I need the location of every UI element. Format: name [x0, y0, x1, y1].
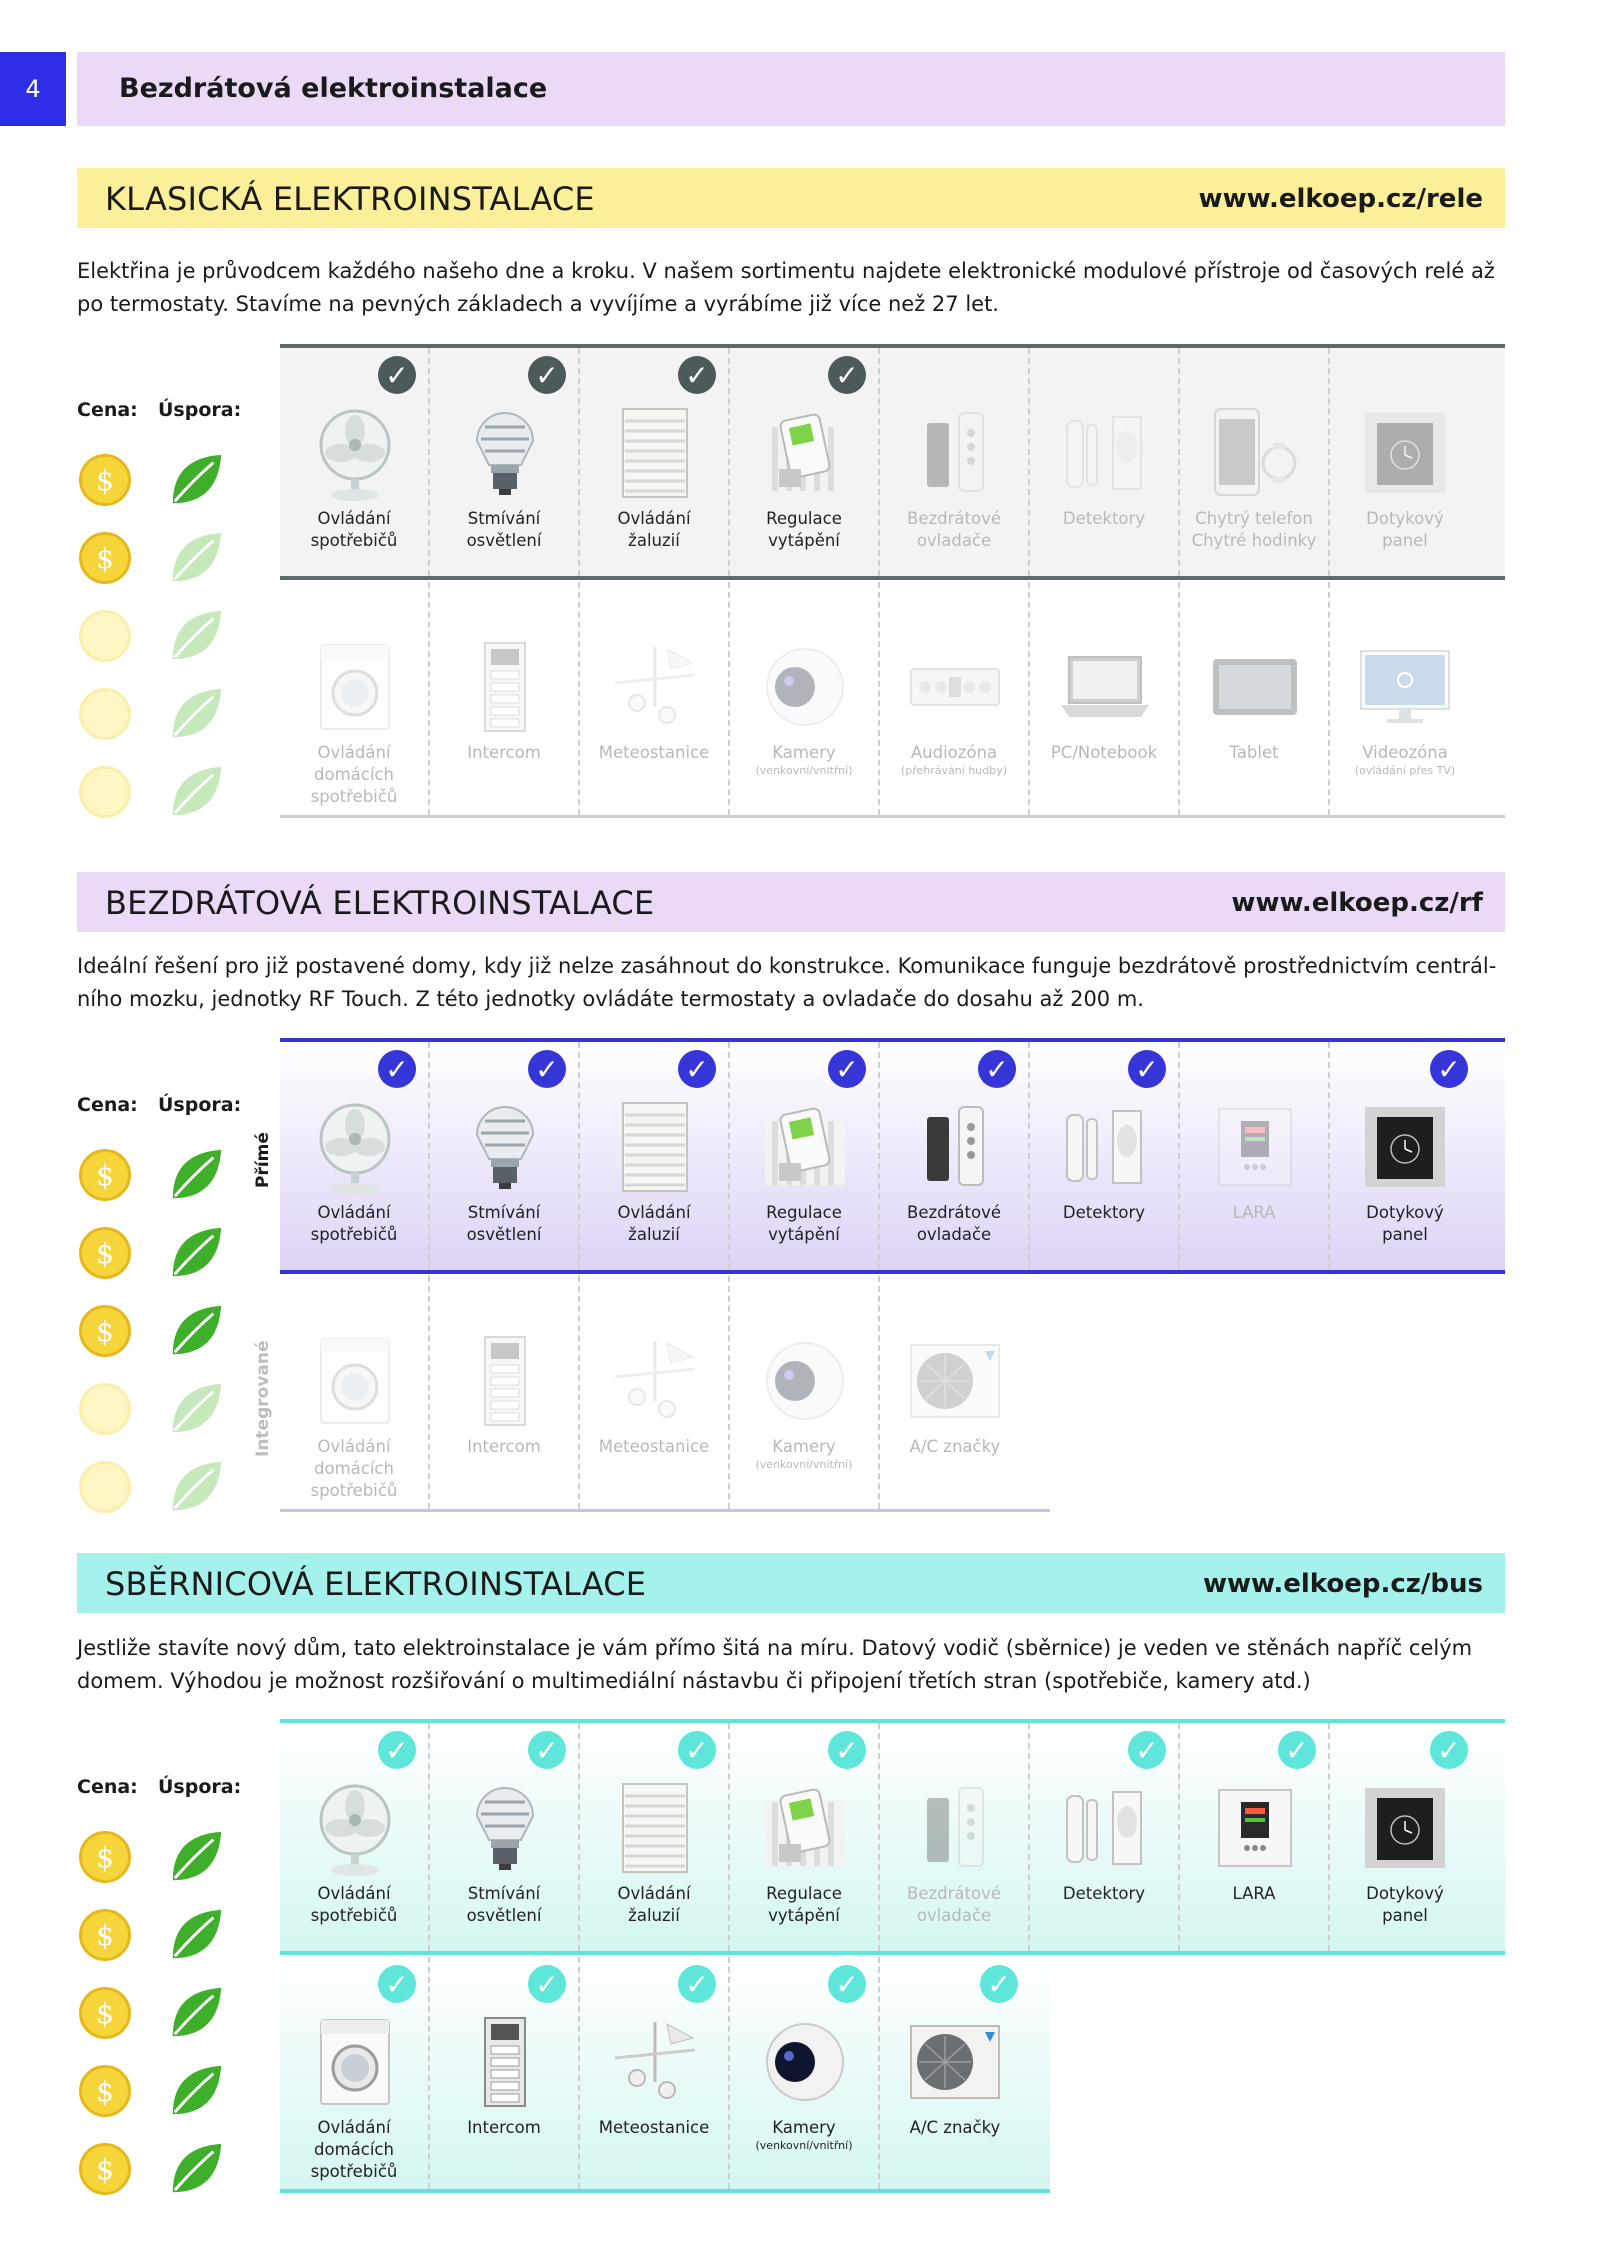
- check-icon: ✓: [678, 1731, 716, 1769]
- feature-label: [730, 1883, 878, 1927]
- leaf-icon: [167, 2140, 225, 2198]
- coin-icon: $: [79, 2065, 131, 2117]
- feature-bulb: [430, 1723, 580, 1951]
- touch-panel-icon: [1355, 403, 1455, 503]
- feature-label: [730, 2117, 878, 2153]
- feature-label: [430, 2117, 578, 2139]
- leaf-icon: [167, 1380, 225, 1438]
- feature-label: [1030, 508, 1178, 530]
- feature-label: [580, 1883, 728, 1927]
- thermostat-icon: [755, 1097, 855, 1197]
- feature-tv: [1330, 582, 1480, 815]
- feature-label: [730, 742, 878, 778]
- detector-icon: [1055, 1097, 1155, 1197]
- smartphone-icon: [1205, 403, 1305, 503]
- camera-icon: [755, 2012, 855, 2112]
- feature-label: [1180, 742, 1328, 764]
- feature-label: [580, 742, 728, 764]
- feature-label: [1330, 742, 1480, 778]
- feature-label: [1030, 1883, 1178, 1905]
- remote-icon: [905, 1778, 1005, 1878]
- section-url[interactable]: www.elkoep.cz/rele: [1198, 184, 1483, 214]
- feature-label: [880, 508, 1028, 552]
- feature-label-line1: Intercom: [467, 743, 541, 762]
- section-klasicka-band: [77, 168, 1505, 228]
- feature-label-line1: Bezdrátové: [907, 509, 1001, 528]
- feature-fan: [280, 348, 430, 576]
- leaf-icon: [167, 451, 225, 509]
- feature-fan: [280, 1042, 430, 1270]
- check-icon: ✓: [378, 1731, 416, 1769]
- weather-station-icon: [605, 1331, 705, 1431]
- remote-icon: [905, 403, 1005, 503]
- feature-weather-station: [580, 582, 730, 815]
- section-title: SBĚRNICOVÁ ELEKTROINSTALACE: [105, 1565, 647, 1603]
- feature-panel-row2: [280, 1957, 1050, 2193]
- feature-label-line2: panel: [1382, 1225, 1428, 1244]
- feature-label-line1: Bezdrátové: [907, 1203, 1001, 1222]
- cena-label: Cena:: [77, 1776, 138, 1798]
- feature-blinds: [580, 1042, 730, 1270]
- coin-icon: [79, 1383, 131, 1435]
- check-icon: ✓: [528, 1731, 566, 1769]
- feature-intercom: [430, 1276, 580, 1509]
- feature-label-line2: Chytré hodinky: [1191, 531, 1317, 550]
- feature-label-line2: panel: [1382, 1906, 1428, 1925]
- section-intro: [77, 1632, 1507, 1698]
- feature-bulb: [430, 348, 580, 576]
- coin-icon: [79, 766, 131, 818]
- feature-sublabel: (venkovní/vnitřní): [755, 764, 853, 777]
- intercom-icon: [455, 1331, 555, 1431]
- feature-label-line2: žaluzií: [628, 1906, 680, 1925]
- camera-icon: [755, 637, 855, 737]
- uspora-label: Úspora:: [158, 1094, 242, 1116]
- feature-detector: [1030, 1723, 1180, 1951]
- feature-label-line1: Audiozóna: [910, 743, 998, 762]
- feature-label: [1330, 508, 1480, 552]
- check-icon: ✓: [980, 1965, 1018, 2003]
- feature-label-line1: Ovládání domácích: [314, 743, 394, 784]
- blinds-icon: [605, 403, 705, 503]
- feature-label-line1: Tablet: [1229, 743, 1279, 762]
- uspora-label: Úspora:: [158, 1776, 242, 1798]
- intro-line: domem. Výhodou je možnost rozšiřování o multimediální nástavbu či připojení třetích stran (spotřebiče, kamery atd.): [77, 1669, 1311, 1693]
- detector-icon: [1055, 403, 1155, 503]
- feature-label: [280, 2117, 428, 2183]
- feature-label-line1: Chytrý telefon: [1195, 509, 1313, 528]
- coin-icon: $: [79, 1305, 131, 1357]
- coin-icon: $: [79, 532, 131, 584]
- feature-label: [730, 1202, 878, 1246]
- feature-label-line1: Dotykový: [1366, 1884, 1444, 1903]
- check-icon: ✓: [1128, 1731, 1166, 1769]
- feature-label: [580, 2117, 728, 2139]
- leaf-icon: [167, 1302, 225, 1360]
- feature-touch-panel: [1330, 348, 1480, 576]
- check-icon: ✓: [1128, 1050, 1166, 1088]
- feature-label: [730, 1436, 878, 1472]
- check-icon: ✓: [828, 1050, 866, 1088]
- leaf-icon: [167, 1458, 225, 1516]
- section-intro: [77, 255, 1507, 321]
- feature-label: [280, 1202, 428, 1246]
- feature-label: [1030, 1202, 1178, 1224]
- feature-label: [430, 1883, 578, 1927]
- page-header-title: Bezdrátová elektroinstalace: [119, 73, 548, 104]
- leaf-icon: [167, 685, 225, 743]
- feature-label: [880, 1202, 1028, 1246]
- feature-blinds: [580, 348, 730, 576]
- washing-machine-icon: [305, 2012, 405, 2112]
- coin-icon: $: [79, 1909, 131, 1961]
- feature-label-line1: Stmívání: [467, 1884, 541, 1903]
- feature-label-line2: osvětlení: [466, 1225, 542, 1244]
- check-icon: ✓: [378, 356, 416, 394]
- feature-label: [580, 1202, 728, 1246]
- feature-label: [1330, 1883, 1480, 1927]
- feature-touch-panel: [1330, 1042, 1480, 1270]
- feature-label: [880, 2117, 1030, 2139]
- intro-line: po termostaty. Stavíme na pevných základech a vyvíjíme a vyrábíme již více než 27 let.: [77, 292, 999, 316]
- bulb-icon: [455, 1778, 555, 1878]
- feature-label: [430, 1202, 578, 1246]
- feature-label-line1: Videozóna: [1362, 743, 1448, 762]
- feature-label-line2: vytápění: [768, 1906, 840, 1925]
- check-icon: ✓: [528, 356, 566, 394]
- detector-icon: [1055, 1778, 1155, 1878]
- feature-label-line1: Detektory: [1062, 509, 1146, 528]
- washing-machine-icon: [305, 637, 405, 737]
- feature-camera: [730, 582, 880, 815]
- feature-ac-unit: [880, 1276, 1030, 1509]
- uspora-label: Úspora:: [158, 399, 242, 421]
- leaf-icon: [167, 2062, 225, 2120]
- feature-label-line2: žaluzií: [628, 531, 680, 550]
- check-icon: ✓: [828, 356, 866, 394]
- feature-label-line2: ovladače: [916, 531, 992, 550]
- check-icon: ✓: [1278, 1731, 1316, 1769]
- feature-sublabel: (ovládání přes TV): [1354, 764, 1456, 777]
- feature-label: [880, 1436, 1030, 1458]
- group-label-integrovane: Integrované: [253, 1340, 273, 1457]
- blinds-icon: [605, 1778, 705, 1878]
- coin-icon: $: [79, 1149, 131, 1201]
- thermostat-icon: [755, 403, 855, 503]
- feature-detector: [1030, 1042, 1180, 1270]
- cena-label: Cena:: [77, 1094, 138, 1116]
- intro-line: Jestliže stavíte nový dům, tato elektroinstalace je vám přímo šitá na míru. Datový vodič (sběrnice) je veden ve stěnách napříč celým: [77, 1636, 1473, 1660]
- feature-label: [430, 508, 578, 552]
- check-icon: ✓: [378, 1965, 416, 2003]
- feature-label-line2: spotřebičů: [310, 1225, 398, 1244]
- feature-label-line1: Bezdrátové: [907, 1884, 1001, 1903]
- feature-label-line2: vytápění: [768, 531, 840, 550]
- feature-sublabel: (venkovní/vnitřní): [755, 1458, 853, 1471]
- feature-thermostat: [730, 1042, 880, 1270]
- feature-label-line1: Regulace: [766, 509, 842, 528]
- feature-label-line1: Ovládání domácích: [314, 1437, 394, 1478]
- feature-washing-machine: [280, 1957, 430, 2189]
- coin-icon: [79, 1461, 131, 1513]
- feature-lara: [1180, 1723, 1330, 1951]
- feature-label-line1: Ovládání: [617, 1203, 691, 1222]
- feature-label-line1: Kamery: [772, 1437, 836, 1456]
- section-intro: [77, 950, 1507, 1016]
- feature-washing-machine: [280, 1276, 430, 1509]
- feature-label-line2: osvětlení: [466, 1906, 542, 1925]
- feature-remote: [880, 1723, 1030, 1951]
- feature-label: [280, 1436, 428, 1502]
- coin-icon: $: [79, 1987, 131, 2039]
- feature-label: [580, 508, 728, 552]
- feature-sublabel: (venkovní/vnitřní): [755, 2139, 853, 2152]
- audio-icon: [905, 637, 1005, 737]
- leaf-icon: [167, 1828, 225, 1886]
- intercom-icon: [455, 2012, 555, 2112]
- feature-camera: [730, 1276, 880, 1509]
- feature-label-line2: spotřebičů: [310, 531, 398, 550]
- feature-label: [580, 1436, 728, 1458]
- feature-label-line1: A/C značky: [909, 1437, 1001, 1456]
- check-icon: ✓: [828, 1731, 866, 1769]
- feature-label: [1030, 742, 1178, 764]
- check-icon: ✓: [678, 1050, 716, 1088]
- feature-label-line1: Kamery: [772, 743, 836, 762]
- feature-label-line1: Regulace: [766, 1884, 842, 1903]
- fan-icon: [305, 1778, 405, 1878]
- feature-weather-station: [580, 1957, 730, 2189]
- feature-label-line1: Kamery: [772, 2118, 836, 2137]
- feature-label-line2: ovladače: [916, 1225, 992, 1244]
- feature-label-line1: LARA: [1232, 1884, 1276, 1903]
- feature-label-line1: Meteostanice: [598, 743, 710, 762]
- feature-label-line2: osvětlení: [466, 531, 542, 550]
- feature-label-line1: Intercom: [467, 2118, 541, 2137]
- camera-icon: [755, 1331, 855, 1431]
- feature-label-line2: ovladače: [916, 1906, 992, 1925]
- weather-station-icon: [605, 2012, 705, 2112]
- feature-smartphone: [1180, 348, 1330, 576]
- feature-weather-station: [580, 1276, 730, 1509]
- intro-line: ního mozku, jednotky RF Touch. Z této jednotky ovládáte termostaty a ovladače do dosahu až 200 m.: [77, 987, 1144, 1011]
- feature-thermostat: [730, 348, 880, 576]
- feature-label-line1: Dotykový: [1366, 1203, 1444, 1222]
- cena-label: Cena:: [77, 399, 138, 421]
- tv-icon: [1355, 637, 1455, 737]
- ac-unit-icon: [905, 1331, 1005, 1431]
- leaf-icon: [167, 529, 225, 587]
- tablet-icon: [1205, 637, 1305, 737]
- coin-icon: $: [79, 1227, 131, 1279]
- touch-panel-icon: [1355, 1778, 1455, 1878]
- feature-camera: [730, 1957, 880, 2189]
- feature-label-line1: Dotykový: [1366, 509, 1444, 528]
- feature-label-line2: spotřebičů: [310, 2162, 398, 2181]
- lara-icon: [1205, 1097, 1305, 1197]
- group-label-prime: Přímé: [253, 1132, 273, 1188]
- check-icon: ✓: [1430, 1731, 1468, 1769]
- fan-icon: [305, 403, 405, 503]
- feature-label-line2: spotřebičů: [310, 1481, 398, 1500]
- feature-touch-panel: [1330, 1723, 1480, 1951]
- feature-ac-unit: [880, 1957, 1030, 2189]
- feature-panel-row2: [280, 582, 1505, 818]
- leaf-icon: [167, 1224, 225, 1282]
- feature-intercom: [430, 582, 580, 815]
- feature-label-line1: Meteostanice: [598, 2118, 710, 2137]
- feature-label-line1: Intercom: [467, 1437, 541, 1456]
- feature-label-line1: Detektory: [1062, 1203, 1146, 1222]
- section-url[interactable]: www.elkoep.cz/rf: [1231, 888, 1483, 918]
- section-title: BEZDRÁTOVÁ ELEKTROINSTALACE: [105, 884, 655, 922]
- check-icon: ✓: [828, 1965, 866, 2003]
- leaf-icon: [167, 607, 225, 665]
- leaf-icon: [167, 1906, 225, 1964]
- feature-label: [730, 508, 878, 552]
- feature-panel-row1: [280, 1038, 1505, 1274]
- feature-label: [430, 1436, 578, 1458]
- leaf-icon: [167, 1984, 225, 2042]
- coin-icon: [79, 688, 131, 740]
- leaf-icon: [167, 1146, 225, 1204]
- feature-label-line2: spotřebičů: [310, 787, 398, 806]
- lara-icon: [1205, 1778, 1305, 1878]
- remote-icon: [905, 1097, 1005, 1197]
- ac-unit-icon: [905, 2012, 1005, 2112]
- feature-label-line1: Ovládání: [617, 1884, 691, 1903]
- bulb-icon: [455, 1097, 555, 1197]
- feature-label-line1: LARA: [1232, 1203, 1276, 1222]
- feature-label-line1: PC/Notebook: [1050, 743, 1158, 762]
- feature-label-line1: Detektory: [1062, 1884, 1146, 1903]
- coin-icon: $: [79, 2143, 131, 2195]
- fan-icon: [305, 1097, 405, 1197]
- page-header: [77, 52, 1505, 126]
- check-icon: ✓: [528, 1050, 566, 1088]
- feature-fan: [280, 1723, 430, 1951]
- feature-label-line1: Stmívání: [467, 509, 541, 528]
- feature-thermostat: [730, 1723, 880, 1951]
- feature-label-line1: Ovládání: [317, 1884, 391, 1903]
- check-icon: ✓: [978, 1050, 1016, 1088]
- feature-bulb: [430, 1042, 580, 1270]
- feature-label-line1: Regulace: [766, 1203, 842, 1222]
- check-icon: ✓: [678, 1965, 716, 2003]
- section-title: KLASICKÁ ELEKTROINSTALACE: [105, 180, 595, 218]
- section-bezdratova-band: [77, 872, 1505, 932]
- feature-blinds: [580, 1723, 730, 1951]
- laptop-icon: [1055, 637, 1155, 737]
- feature-panel-row1: [280, 1719, 1505, 1955]
- feature-label: [880, 1883, 1028, 1927]
- feature-sublabel: (přehrávání hudby): [900, 764, 1008, 777]
- intro-line: Ideální řešení pro již postavené domy, kdy již nelze zasáhnout do konstrukce. Komunikace funguje bezdrátově prostřednictvím centrál-: [77, 954, 1497, 978]
- feature-label-line1: Stmívání: [467, 1203, 541, 1222]
- thermostat-icon: [755, 1778, 855, 1878]
- feature-label-line2: spotřebičů: [310, 1906, 398, 1925]
- feature-label: [280, 508, 428, 552]
- touch-panel-icon: [1355, 1097, 1455, 1197]
- feature-remote: [880, 1042, 1030, 1270]
- feature-tablet: [1180, 582, 1330, 815]
- coin-icon: [79, 610, 131, 662]
- feature-label-line2: vytápění: [768, 1225, 840, 1244]
- washing-machine-icon: [305, 1331, 405, 1431]
- section-url[interactable]: www.elkoep.cz/bus: [1202, 1569, 1483, 1599]
- check-icon: ✓: [378, 1050, 416, 1088]
- intro-line: Elektřina je průvodcem každého našeho dne a kroku. V našem sortimentu najdete elektronické modulové přístroje od časových relé až: [77, 259, 1495, 283]
- feature-intercom: [430, 1957, 580, 2189]
- feature-detector: [1030, 348, 1180, 576]
- feature-label-line1: Ovládání domácích: [314, 2118, 394, 2159]
- page-number: 4: [0, 52, 66, 126]
- feature-label: [1180, 1883, 1328, 1905]
- bulb-icon: [455, 403, 555, 503]
- feature-label: [280, 1883, 428, 1927]
- section-sbernicova-band: [77, 1553, 1505, 1613]
- feature-washing-machine: [280, 582, 430, 815]
- feature-label: [1180, 1202, 1328, 1224]
- check-icon: ✓: [1430, 1050, 1468, 1088]
- leaf-icon: [167, 763, 225, 821]
- feature-remote: [880, 348, 1030, 576]
- feature-label: [1330, 1202, 1480, 1246]
- feature-label-line1: A/C značky: [909, 2118, 1001, 2137]
- feature-label-line1: Meteostanice: [598, 1437, 710, 1456]
- feature-label: [1180, 508, 1328, 552]
- check-icon: ✓: [528, 1965, 566, 2003]
- coin-icon: $: [79, 454, 131, 506]
- feature-label-line1: Ovládání: [617, 509, 691, 528]
- feature-panel-row1: [280, 344, 1505, 580]
- feature-panel-row2: [280, 1276, 1050, 1512]
- intercom-icon: [455, 637, 555, 737]
- check-icon: ✓: [678, 356, 716, 394]
- feature-laptop: [1030, 582, 1180, 815]
- feature-audio: [880, 582, 1030, 815]
- weather-station-icon: [605, 637, 705, 737]
- feature-label: [880, 742, 1028, 778]
- blinds-icon: [605, 1097, 705, 1197]
- feature-lara: [1180, 1042, 1330, 1270]
- feature-label-line2: žaluzií: [628, 1225, 680, 1244]
- feature-label: [280, 742, 428, 808]
- feature-label-line1: Ovládání: [317, 1203, 391, 1222]
- coin-icon: $: [79, 1831, 131, 1883]
- feature-label: [430, 742, 578, 764]
- feature-label-line2: panel: [1382, 531, 1428, 550]
- feature-label-line1: Ovládání: [317, 509, 391, 528]
